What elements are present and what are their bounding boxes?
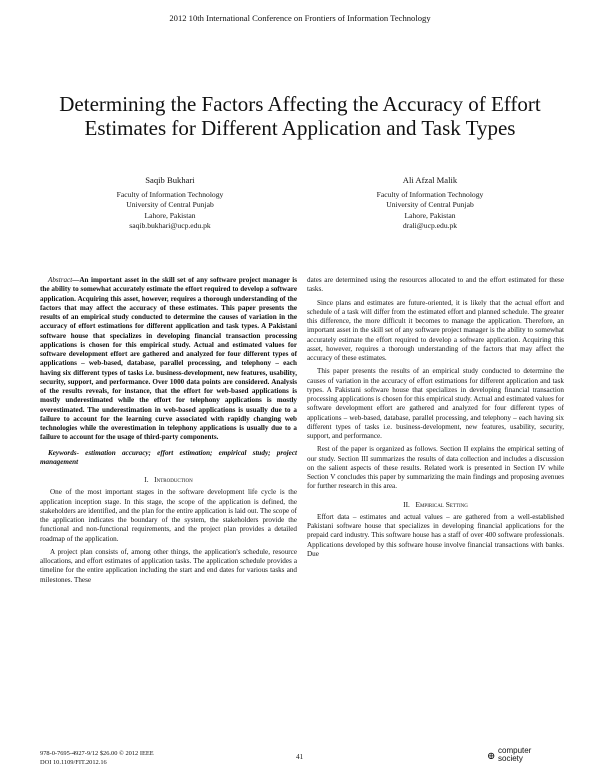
author-name: Ali Afzal Malik	[402, 175, 458, 185]
abstract	[40, 276, 297, 443]
paper-title: Determining the Factors Affecting the Accuracy of Effort Estimates for Different Application and Task Types	[59, 92, 541, 140]
author-block	[60, 175, 280, 232]
logo-text-top: computer	[498, 746, 532, 755]
author-city: Lahore, Pakistan	[404, 210, 456, 220]
paragraph: Rest of the paper is organized as follows. Section II explains the empirical setting of our study. Section III summarizes the results of data collection and includes a discussion on the salient aspects of these results. Related work is presented in Section IV while Section V concludes this paper by summarizing the main findings and proposing avenues for further research in this area.	[307, 445, 564, 491]
paragraph: One of the most important stages in the software development life cycle is the application inception stage. In this stage, the scope of the application is defined, the stakeholders are identified, and the plan for the entire application is laid out. The scope of the application indicates the boundary of the system, the stakeholders provide the functional and non-functional requirements, and the project plan provides a detailed roadmap of the application.	[40, 488, 297, 543]
author-university: University of Central Punjab	[386, 200, 474, 209]
author-email: saqib.bukhari@ucp.edu.pk	[129, 221, 211, 230]
section-heading: II. Empirical Setting	[403, 499, 468, 509]
keywords: Keywords- estimation accuracy; effort estimation; empirical study; project management	[40, 448, 297, 466]
author-city: Lahore, Pakistan	[144, 210, 196, 220]
paragraph: Effort data – estimates and actual values – are gathered from a well-established Pakistani software house that specializes in developing financial applications for the prepaid card industry. This software house has a staff of over 400 software professionals. Applications developed by this software house involve financial transactions with banks. Due	[307, 512, 564, 558]
author-university: University of Central Punjab	[126, 200, 214, 209]
conference-header: 2012 10th International Conference on Frontiers of Information Technology	[169, 13, 431, 23]
section-heading: I. Introduction	[144, 475, 193, 484]
page-number: 41	[296, 753, 304, 761]
computer-society-logo	[487, 747, 547, 769]
paragraph: A project plan consists of, among other things, the application's schedule, resource allocations, and effort estimates of application tasks. The application schedule provides a timeline for the entire application including the start and end dates for various tasks and milestones. These	[40, 547, 297, 584]
author-block	[320, 175, 540, 232]
author-dept: Faculty of Information Technology	[116, 189, 224, 199]
author-name: Saqib Bukhari	[145, 175, 195, 185]
isbn-line: 978-0-7695-4927-9/12 $26.00 © 2012 IEEE	[40, 750, 154, 757]
logo-text-bottom: society	[498, 754, 523, 763]
left-column	[40, 276, 297, 585]
doi-line: DOI 10.1109/FIT.2012.16	[40, 758, 107, 766]
author-dept: Faculty of Information Technology	[376, 189, 484, 199]
abstract-label: Abstract	[48, 276, 73, 284]
paragraph: Since plans and estimates are future-oriented, it is likely that the actual effort and schedule of a task will differ from the estimated effort and planned schedule. The greater this difference, the more difficult it becomes to manage the application. Therefore, an important asset in the skill set of any software project manager is the ability to somewhat accurately estimate the effort required to develop a software application. Acquiring this asset, however, requires a thorough understanding of the factors that may affect the accuracy of these estimates.	[307, 298, 564, 362]
right-column	[307, 276, 564, 559]
copyright-footer	[40, 750, 154, 767]
paragraph: dates are determined using the resources allocated to and the effort estimated for these tasks.	[307, 276, 564, 294]
logo-icon: ⊕	[487, 751, 496, 762]
paragraph: This paper presents the results of an empirical study conducted to determine the causes of variation in the accuracy of effort estimations for different application and task types. A Pakistani software house that specializes in developing financial transaction processing applications is chosen for this empirical study. Actual and estimated values for software development effort are gathered and analyzed for four different types of applications – web-based, database, parallel processing, and telephony – each having six different types of tasks i.e. business-development, new features, usability, security, support, and performance.	[307, 367, 564, 440]
author-email: drali@ucp.edu.pk	[402, 221, 458, 230]
abstract-text: —An important asset in the skill set of any software project manager is the ability to somewhat accurately estimate the effort required to develop a software application. Acquiring this asset, however, requires a thorough understanding of the factors that may affect the accuracy of these estimates. This paper presents the results of an empirical study conducted to determine the causes of variation in the accuracy of effort estimations for different application and task types. A Pakistani software house that specializes in developing financial transaction processing applications is chosen for this empirical study. Actual and estimated values for software development effort are gathered and analyzed for four different types of applications – web-based, database, parallel processing, and telephony – each having six different types of tasks i.e. business-development, new features, usability, security, support, and performance. Over 1000 data points are considered. Analysis of the results reveals, for instance, that the effort for web-based applications is mostly underestimated while the effort for telephony applications is mostly overestimated. The underestimation in web-based applications is usually due to a failure to account for the learning curve associated with rapidly changing web technologies while the overestimation in telephony applications is usually due to a failure to account for the usage of third-party components.	[40, 276, 297, 442]
